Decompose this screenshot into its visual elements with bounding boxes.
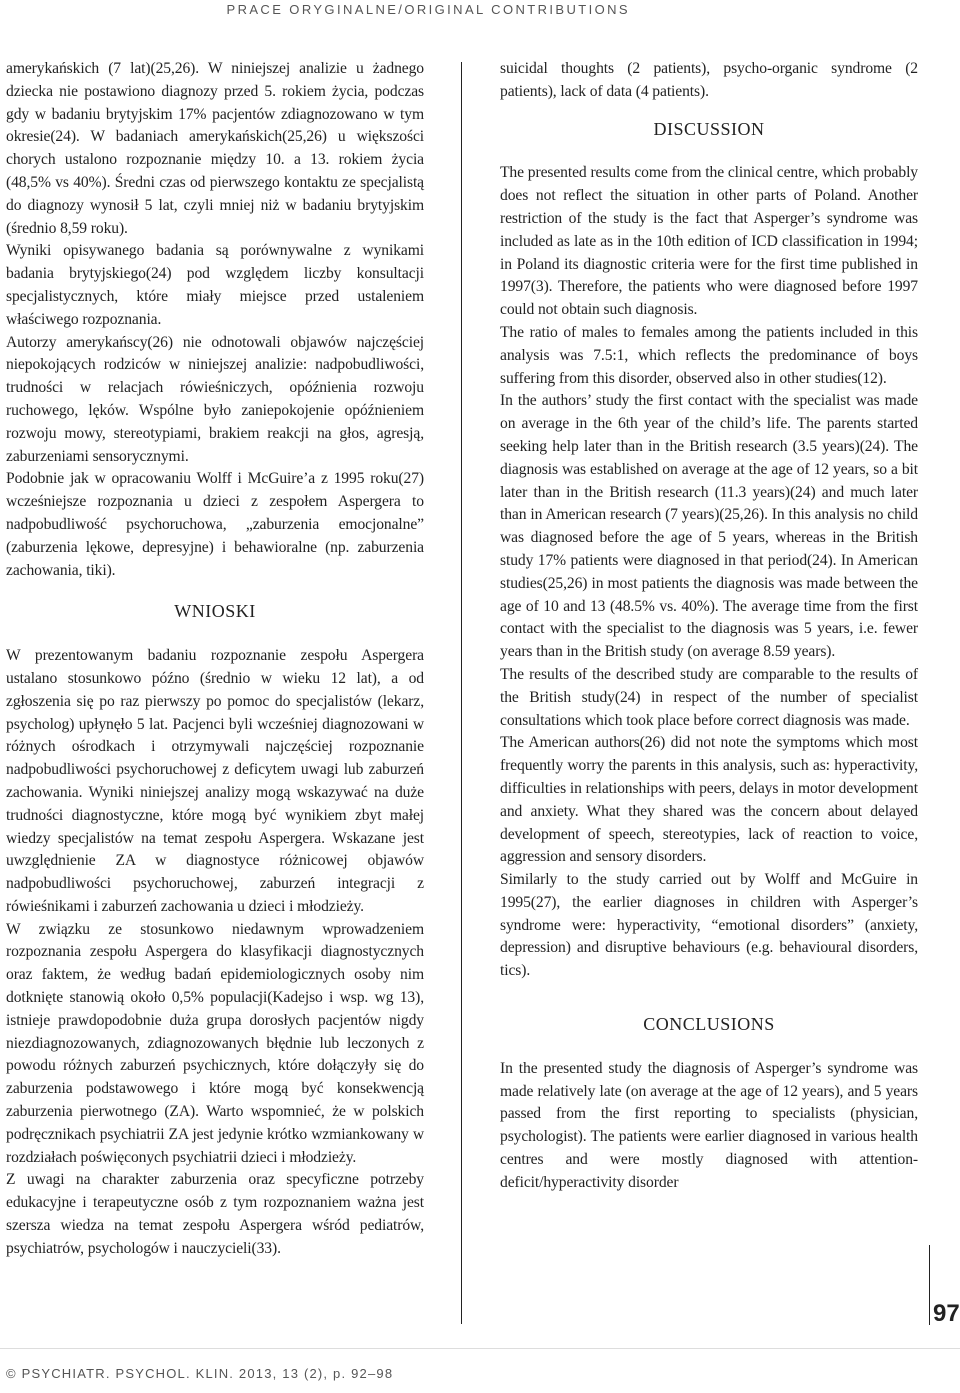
column-divider xyxy=(461,62,462,1324)
paragraph: Autorzy amerykańscy(26) nie odnotowali objawów najczęściej niepokojących rodziców w niniejszej analizie: nadpobudliwości, trudności w relacjach rówieśniczych, opóźnienia rozwoju ruchowego, lęków. Wspólne było zaniepokojenie opóźnieniem rozwoju mowy, stereotypiami, brakiem reakcji na głos, agresją, zaburzeniami sensorycznymi. xyxy=(6,333,424,465)
paragraph: In the authors’ study the first contact with the specialist was made on average in the 6th year of the child’s life. The parents started seeking help later than in the British research (3.5 years)(24). The diagnosis was established on average at the age of 12 years, so a bit later than in the British research (11.3 years)(24) and much later than in American research (7 years)(25,26). In this analysis no child was diagnosed before the age of 5 years, whereas in the British study 17% patients were diagnosed in that period(24). In American studies(25,26) in most patients the diagnosis was made between the age of 10 and 13 (48.5% vs. 40%). The average time from the first contact with the specialist to the diagnosis was 5 years, i.e. fewer years than in the British study (on average 8.59 years). xyxy=(500,392,918,661)
section-heading-conclusions: CONCLUSIONS xyxy=(643,1014,775,1035)
page-number-rule xyxy=(929,1245,930,1325)
paragraph: suicidal thoughts (2 patients), psycho-organic syndrome (2 patients), lack of data (4 patients). xyxy=(500,60,918,100)
paragraph: Z uwagi na charakter zaburzenia oraz specyficzne potrzeby edukacyjne i terapeutyczne osób z tym rozpoznaniem ważna jest szersza wiedza na temat zespołu Aspergera wśród pediatrów, psychiatrów, psychologów i nauczycieli(33). xyxy=(6,1171,424,1257)
section-heading-discussion: DISCUSSION xyxy=(653,118,765,139)
paragraph: amerykańskich (7 lat)(25,26). W niniejszej analizie u żadnego dziecka nie postawiono diagnozy przed 5. rokiem życia, podczas gdy w badaniu brytyjskim 17% pacjentów zdiagnozowano w tym okresie(24). W badaniach amerykańskich(25,26) u większości chorych ustalono rozpoznanie między 10. a 13. rokiem życia (48,5% vs 40%). Średni czas od pierwszego kontaktu ze specjalistą do diagnozy wynosił 5 lat, czyli mniej niż w badaniu brytyjskim (średnio 8,59 roku). xyxy=(6,60,424,237)
running-title: PRACE ORYGINALNE/ORIGINAL CONTRIBUTIONS xyxy=(226,2,630,17)
page-number: 97 xyxy=(933,1300,960,1327)
paragraph: The ratio of males to females among the patients included in this analysis was 7.5:1, which reflects the predominance of boys suffering from this disorder, observed also in other studies(12). xyxy=(500,323,918,387)
paragraph: W związku ze stosunkowo niedawnym wprowadzeniem rozpoznania zespołu Aspergera do klasyfikacji diagnostycznych oraz faktem, że według badań epidemiologicznych osoby nim dotknięte stanowią około 0,5% populacji(Kadejso i wsp. wg 13), istnieje prawdopodobnie duża grupa dorosłych pacjentów nigdy niezdiagnozowanych, zdiagnozowanych błędnie lub leczonych z powodu różnych zaburzeń psychicznych, które dołączyły się do zaburzenia podstawowego i które mogą być konsekwencją zaburzenia pierwotnego (ZA). Warto wspomnieć, że w polskich podręcznikach psychiatrii ZA jest jedynie krótko wzmiankowany w rozdziałach poświęconych psychiatrii dzieci i młodzieży. xyxy=(6,920,424,1166)
paragraph: Similarly to the study carried out by Wolff and McGuire in 1995(27), the earlier diagnoses in children with Asperger’s syndrome were: hyperactivity, “emotional disorders” (anxiety, depression) and disruptive behaviours (e.g. behavioural disorders, tics). xyxy=(500,871,918,980)
paragraph: Podobnie jak w opracowaniu Wolff i McGuire’a z 1995 roku(27) wcześniejsze rozpoznania u dzieci z zespołem Aspergera to nadpobudliwość psychoruchowa, „zaburzenia emocjonalne” (zaburzenia lękowe, depresyjne) i behawioralne (np. zaburzenia zachowania, tiki). xyxy=(6,470,424,579)
footer-citation: © PSYCHIATR. PSYCHOL. KLIN. 2013, 13 (2), p. 92–98 xyxy=(6,1366,394,1381)
paragraph: Wyniki opisywanego badania są porównywalne z wynikami badania brytyjskiego(24) pod względem liczby konsultacji specjalistycznych, które miały miejsce przed ustaleniem właściwego rozpoznania. xyxy=(6,242,424,328)
footer-rule xyxy=(0,1348,960,1349)
paragraph: In the presented study the diagnosis of Asperger’s syndrome was made relatively late (on average at the age of 12 years), and 5 years passed from the first reporting to specialists (physician, psychologist). The patients were earlier diagnosed in various health centres and were mostly diagnosed with attention-deficit/hyperactivity disorder xyxy=(500,1059,918,1191)
paragraph: The presented results come from the clinical centre, which probably does not reflect the situation in other parts of Poland. Another restriction of the study is the fact that Asperger’s syndrome was included as late as in the 10th edition of ICD classification in 1994; in Poland its diagnostic criteria were for the first time published in 1997(3). Therefore, the patients who were diagnosed before 1997 could not obtain such diagnosis. xyxy=(500,164,918,319)
paragraph: W prezentowanym badaniu rozpoznanie zespołu Aspergera ustalano stosunkowo późno (średnio w wieku 12 lat), a od zgłoszenia się po raz pierwszy po pomoc do specjalistów (lekarz, psycholog) upłynęło 5 lat. Pacjenci byli wcześniej diagnozowani w różnych ośrodkach i otrzymywali najczęściej rozpoznanie nadpobudliwości psychoruchowej z deficytem uwagi lub zaburzeń zachowania. Wyniki niniejszej analizy mogą wskazywać na duże trudności diagnostyczne, które mogą być wynikiem zbyt małej wiedzy specjalistów na temat zespołu Aspergera. Wskazane jest uwzględnienie ZA w diagnostyce różnicowej objawów nadpobudliwości psychoruchowej, zaburzeń integracji z rówieśnikami i zaburzeń zachowania u dzieci i młodzieży. xyxy=(6,647,424,915)
right-column xyxy=(500,58,918,1195)
paragraph: The American authors(26) did not note the symptoms which most frequently worry the parents in this analysis, such as: hyperactivity, difficulties in relationships with peers, delays in motor development and anxiety. What they shared was the concern about delayed development of speech, stereotypies, lack of reaction to voice, aggression and sensory disorders. xyxy=(500,734,918,866)
section-heading-wnioski: WNIOSKI xyxy=(174,601,256,622)
running-header xyxy=(0,0,960,30)
paragraph: The results of the described study are comparable to the results of the British study(24) in respect of the number of specialist consultations which took place before correct diagnosis was made. xyxy=(500,665,918,729)
left-column xyxy=(6,58,424,1261)
